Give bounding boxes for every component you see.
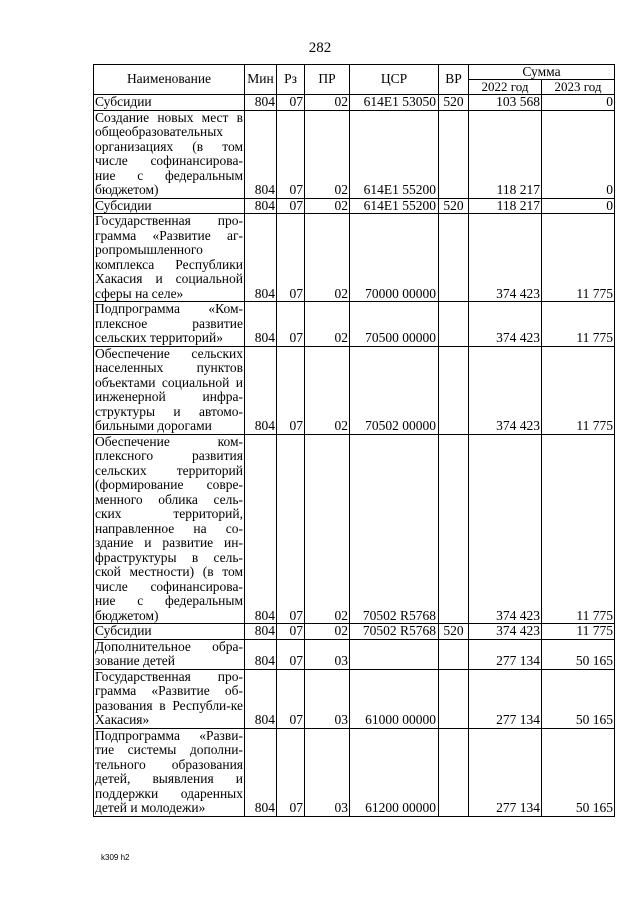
row-name: Обеспечение сельских населенных пунктов объектами социальной и инженерной инфра-структуры и автомо-бильными дорогами: [95, 346, 243, 433]
row-vr: [439, 214, 469, 302]
header-name: Наименование: [94, 65, 245, 95]
row-vr: 520: [439, 198, 469, 214]
row-2022: 277 134: [469, 669, 542, 728]
row-csr: 70000 00000: [350, 214, 439, 302]
row-csr: 70500 00000: [350, 302, 439, 347]
row-2022: 374 423: [469, 346, 542, 434]
row-pr: 02: [305, 624, 350, 640]
row-min: 804: [245, 198, 277, 214]
table-row: [94, 639, 615, 669]
row-pr: 02: [305, 95, 350, 111]
header-vr: ВР: [439, 65, 469, 95]
table-row: [94, 110, 615, 198]
row-rz: 07: [277, 346, 305, 434]
header-sum: Сумма: [469, 65, 615, 80]
row-vr: 520: [439, 95, 469, 111]
row-name: Государственная про-грамма «Развитие об-разования в Республи-ке Хакасия»: [95, 669, 243, 727]
row-2022: 374 423: [469, 302, 542, 347]
table-row: [94, 346, 615, 434]
table-header: [94, 65, 615, 95]
row-csr: [350, 639, 439, 669]
row-pr: 03: [305, 639, 350, 669]
row-csr: 614E1 55200: [350, 110, 439, 198]
row-rz: 07: [277, 669, 305, 728]
row-pr: 02: [305, 434, 350, 624]
table-row: [94, 669, 615, 728]
row-csr: 70502 R5768: [350, 434, 439, 624]
header-csr: ЦСР: [350, 65, 439, 95]
row-2023: 11 775: [542, 624, 615, 640]
page-number: 282: [308, 40, 332, 56]
row-2022: 277 134: [469, 728, 542, 816]
row-vr: [439, 434, 469, 624]
budget-table: [93, 64, 615, 817]
row-pr: 02: [305, 346, 350, 434]
row-2022: 374 423: [469, 434, 542, 624]
row-csr: 61000 00000: [350, 669, 439, 728]
row-min: 804: [245, 302, 277, 347]
table-row: [94, 434, 615, 624]
row-vr: [439, 669, 469, 728]
row-min: 804: [245, 214, 277, 302]
row-rz: 07: [277, 214, 305, 302]
row-2023: 50 165: [542, 639, 615, 669]
row-name: Обеспечение ком-плексного развития сельских территорий (формирование совре-менного облика сель-ских территорий, направленное на со-здание и развитие ин-фраструктуры в сель-ской местности) (в том числе софинансирова-ние с федеральным бюджетом): [95, 434, 243, 623]
row-2023: 11 775: [542, 214, 615, 302]
row-min: 804: [245, 346, 277, 434]
row-name: Государственная про-грамма «Развитие аг-ропромышленного комплекса Республики Хакасия и социальной сферы на селе»: [95, 213, 243, 301]
row-pr: 02: [305, 214, 350, 302]
row-csr: 614E1 53050: [350, 95, 439, 111]
row-2023: 11 775: [542, 346, 615, 434]
table-row: [94, 95, 615, 111]
row-min: 804: [245, 669, 277, 728]
row-name: Субсидии: [94, 624, 245, 640]
row-vr: [439, 346, 469, 434]
row-name: Создание новых мест в общеобразовательных организациях (в том числе софинансирова-ние с федеральным бюджетом): [95, 110, 243, 197]
row-pr: 02: [305, 198, 350, 214]
row-2023: 11 775: [542, 302, 615, 347]
header-pr: ПР: [305, 65, 350, 95]
row-2023: 0: [542, 198, 615, 214]
row-rz: 07: [277, 728, 305, 816]
row-vr: [439, 728, 469, 816]
row-rz: 07: [277, 302, 305, 347]
row-name: Дополнительное обра-зование детей: [95, 639, 243, 668]
row-2022: 374 423: [469, 214, 542, 302]
row-csr: 61200 00000: [350, 728, 439, 816]
table-row: [94, 728, 615, 816]
row-name: Подпрограмма «Разви-тие системы дополни-тельного образования детей, выявления и поддержки одаренных детей и молодежи»: [95, 728, 243, 815]
row-vr: [439, 639, 469, 669]
row-min: 804: [245, 728, 277, 816]
row-2022: 374 423: [469, 624, 542, 640]
row-pr: 03: [305, 728, 350, 816]
table-row: [94, 302, 615, 347]
header-year-2023: 2023 год: [542, 80, 615, 95]
row-2022: 118 217: [469, 110, 542, 198]
row-vr: 520: [439, 624, 469, 640]
row-2023: 0: [542, 95, 615, 111]
row-rz: 07: [277, 639, 305, 669]
row-min: 804: [245, 624, 277, 640]
row-vr: [439, 302, 469, 347]
footer-code: k309 h2: [101, 853, 130, 862]
header-year-2022: 2022 год: [469, 80, 542, 95]
row-min: 804: [245, 95, 277, 111]
row-2023: 11 775: [542, 434, 615, 624]
row-rz: 07: [277, 110, 305, 198]
row-rz: 07: [277, 95, 305, 111]
row-pr: 02: [305, 302, 350, 347]
row-name: Подпрограмма «Ком-плексное развитие сельских территорий»: [95, 301, 243, 345]
table-row: [94, 214, 615, 302]
row-2023: 0: [542, 110, 615, 198]
row-2022: 103 568: [469, 95, 542, 111]
row-rz: 07: [277, 624, 305, 640]
row-pr: 03: [305, 669, 350, 728]
row-vr: [439, 110, 469, 198]
row-csr: 614E1 55200: [350, 198, 439, 214]
row-min: 804: [245, 110, 277, 198]
table-body: [94, 95, 615, 817]
row-rz: 07: [277, 434, 305, 624]
row-csr: 70502 R5768: [350, 624, 439, 640]
row-2023: 50 165: [542, 669, 615, 728]
row-name: Субсидии: [94, 198, 245, 214]
row-pr: 02: [305, 110, 350, 198]
header-rz: Рз: [277, 65, 305, 95]
row-2022: 277 134: [469, 639, 542, 669]
header-min: Мин: [245, 65, 277, 95]
row-2023: 50 165: [542, 728, 615, 816]
row-min: 804: [245, 639, 277, 669]
table-row: [94, 198, 615, 214]
row-min: 804: [245, 434, 277, 624]
row-rz: 07: [277, 198, 305, 214]
table-row: [94, 624, 615, 640]
row-csr: 70502 00000: [350, 346, 439, 434]
row-2022: 118 217: [469, 198, 542, 214]
row-name: Субсидии: [94, 95, 245, 111]
